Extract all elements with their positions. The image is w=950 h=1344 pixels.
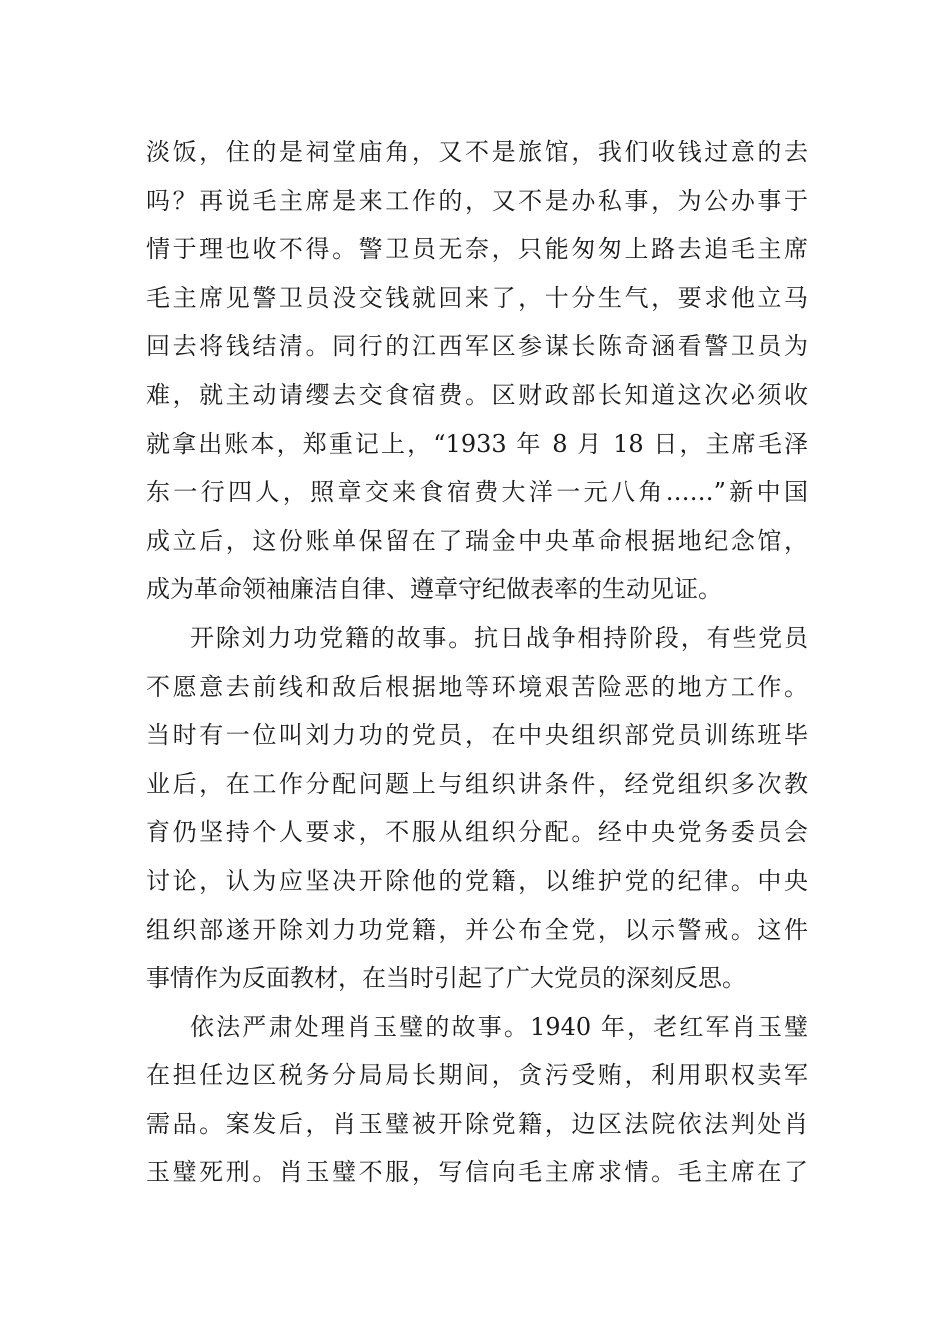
text-line: 淡饭，住的是祠堂庙角，又不是旅馆，我们收钱过意的去 — [146, 138, 808, 166]
body-text — [146, 128, 808, 1197]
text-line: 情于理也收不得。警卫员无奈，只能匆匆上路去追毛主席 — [146, 235, 808, 264]
text-line: 组织部遂开除刘力功党籍，并公布全党，以示警戒。这件 — [146, 915, 808, 944]
text-line: 在担任边区税务分局局长期间，贪污受贿，利用职权卖军 — [146, 1061, 808, 1090]
text-line: 需品。案发后，肖玉璧被开除党籍，边区法院依法判处肖 — [146, 1109, 808, 1138]
text-line: 毛主席见警卫员没交钱就回来了，十分生气，要求他立马 — [146, 283, 808, 312]
text-line: 育仍坚持个人要求，不服从组织分配。经中央党务委员会 — [146, 818, 808, 847]
text-line: 回去将钱结清。同行的江西军区参谋长陈奇涵看警卫员为 — [146, 332, 808, 361]
text-line: 东一行四人，照章交来食宿费大洋一元八角……”新中国 — [146, 478, 808, 507]
text-line: 成为革命领袖廉洁自律、遵章守纪做表率的生动见证。 — [146, 575, 722, 604]
text-line: 开除刘力功党籍的故事。抗日战争相持阶段，有些党员 — [190, 623, 808, 652]
text-line: 当时有一位叫刘力功的党员，在中央组织部党员训练班毕 — [146, 721, 808, 750]
text-line: 事情作为反面教材，在当时引起了广大党员的深刻反思。 — [146, 964, 746, 993]
text-line: 就拿出账本，郑重记上，“1933 年 8 月 18 日，主席毛泽 — [146, 429, 808, 458]
text-line: 吗？再说毛主席是来工作的，又不是办私事，为公办事于 — [146, 186, 808, 215]
text-line: 难，就主动请缨去交食宿费。区财政部长知道这次必须收 — [146, 380, 808, 409]
text-line: 业后，在工作分配问题上与组织讲条件，经党组织多次教 — [146, 769, 808, 798]
text-line: 依法严肃处理肖玉璧的故事。1940 年，老红军肖玉璧 — [190, 1012, 808, 1041]
text-line: 玉璧死刑。肖玉璧不服，写信向毛主席求情。毛主席在了 — [146, 1158, 808, 1187]
text-line: 讨论，认为应坚决开除他的党籍，以维护党的纪律。中央 — [146, 866, 808, 895]
text-line: 不愿意去前线和敌后根据地等环境艰苦险恶的地方工作。 — [146, 672, 808, 701]
text-line: 成立后，这份账单保留在了瑞金中央革命根据地纪念馆， — [146, 526, 808, 555]
